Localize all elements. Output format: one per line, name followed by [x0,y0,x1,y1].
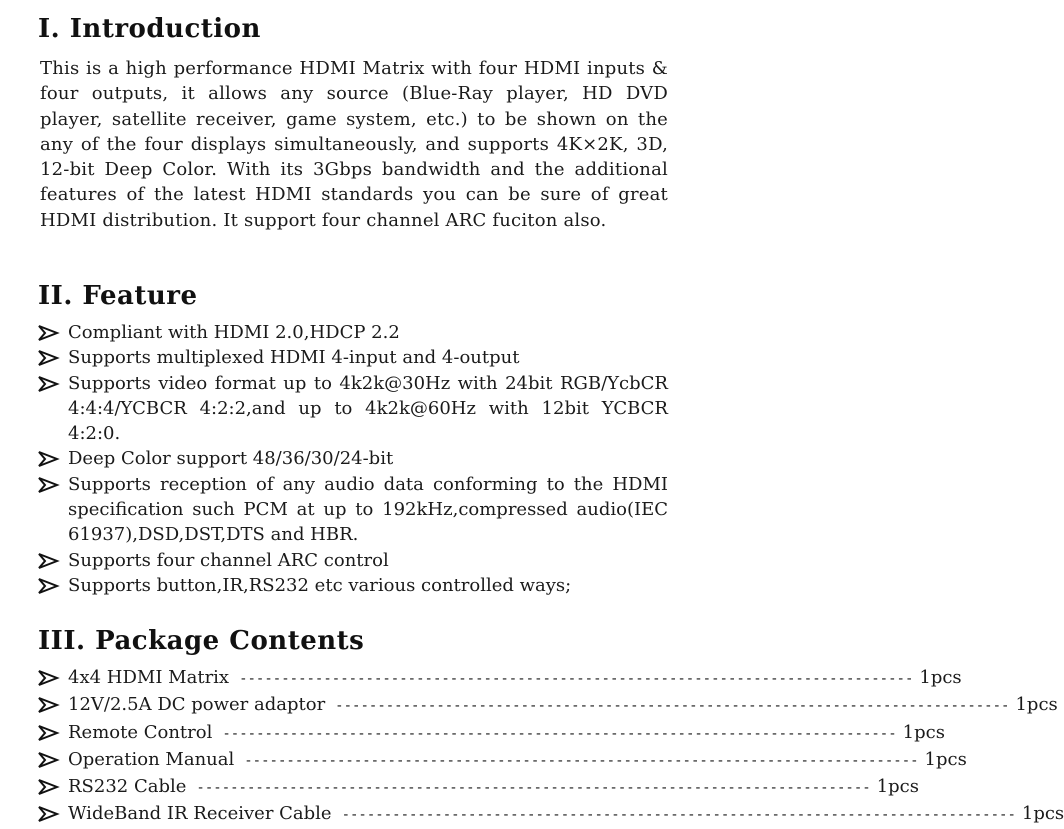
dotted-leader: -------------------------------------------------------------------------------- [244,752,919,769]
package-item-qty: 1pcs [1015,694,1058,716]
dotted-leader: -------------------------------------------------------------------------------- [341,807,1016,824]
list-item [38,320,668,345]
list-item [38,345,668,370]
package-contents-heading: III. Package Contents [38,626,365,656]
feature-item-text: Supports video format up to 4k2k@30Hz with 24bit RGB/YcbCR 4:4:4/YCBCR 4:2:2,and up to 4k2k@60Hz with 12bit YCBCR 4:2:0. [68,372,668,445]
feature-list [38,320,668,598]
arrow-bullet-icon [38,477,58,493]
list-item [38,446,668,471]
arrow-bullet-icon [38,553,58,569]
package-list [38,665,1064,829]
list-item [38,801,1064,828]
list-item [38,573,668,598]
arrow-bullet-icon [38,376,58,392]
dotted-leader: -------------------------------------------------------------------------------- [222,725,897,742]
arrow-bullet-icon [38,725,58,741]
feature-item-text: Deep Color support 48/36/30/24-bit [68,448,394,470]
introduction-heading: I. Introduction [38,14,261,44]
arrow-bullet-icon [38,325,58,341]
arrow-bullet-icon [38,350,58,366]
introduction-paragraph: This is a high performance HDMI Matrix with four HDMI inputs & four outputs, it allows any source (Blue-Ray player, HD DVD player, satellite receiver, game system, etc.) to be shown on the any of the four displays simultaneously, and supports 4K×2K, 3D, 12-bit Deep Color. With its 3Gbps bandwidth and the additional features of the latest HDMI standards you can be sure of great HDMI distribution. It support four channel ARC fuciton also. [40,58,668,231]
package-item-qty: 1pcs [924,748,967,770]
package-item-qty: 1pcs [876,776,919,798]
feature-item-text: Supports four channel ARC control [68,549,389,571]
arrow-bullet-icon [38,752,58,768]
package-item-name: 4x4 HDMI Matrix [68,667,230,688]
feature-item-text: Compliant with HDMI 2.0,HDCP 2.2 [68,322,400,343]
package-item-qty: 1pcs [902,721,945,743]
arrow-bullet-icon [38,779,58,795]
package-item-name: WideBand IR Receiver Cable [68,803,332,825]
feature-item-text: Supports button,IR,RS232 etc various controlled ways; [68,574,572,596]
package-item-qty: 1pcs [1021,803,1064,825]
list-item [38,548,668,573]
list-item [38,774,919,801]
list-item [38,472,668,548]
list-item [38,747,967,774]
feature-item-text: Supports reception of any audio data conforming to the HDMI specification such PCM at up to 192kHz,compressed audio(IEC 61937),DSD,DST,DTS and HBR. [68,473,668,546]
arrow-bullet-icon [38,806,58,822]
arrow-bullet-icon [38,670,58,686]
list-item [38,720,945,747]
package-item-name: Operation Manual [68,748,235,770]
package-item-name: 12V/2.5A DC power adaptor [68,694,326,716]
arrow-bullet-icon [38,697,58,713]
package-item-name: Remote Control [68,721,213,743]
feature-item-text: Supports multiplexed HDMI 4-input and 4-output [68,347,520,369]
package-item-name: RS232 Cable [68,776,187,798]
arrow-bullet-icon [38,451,58,467]
dotted-leader: -------------------------------------------------------------------------------- [239,671,914,687]
list-item [38,692,1058,719]
arrow-bullet-icon [38,578,58,594]
feature-heading: II. Feature [38,281,198,311]
package-item-qty: 1pcs [919,667,962,688]
list-item [38,371,668,447]
list-item [38,665,962,692]
dotted-leader: -------------------------------------------------------------------------------- [196,780,871,797]
dotted-leader: -------------------------------------------------------------------------------- [335,698,1010,715]
